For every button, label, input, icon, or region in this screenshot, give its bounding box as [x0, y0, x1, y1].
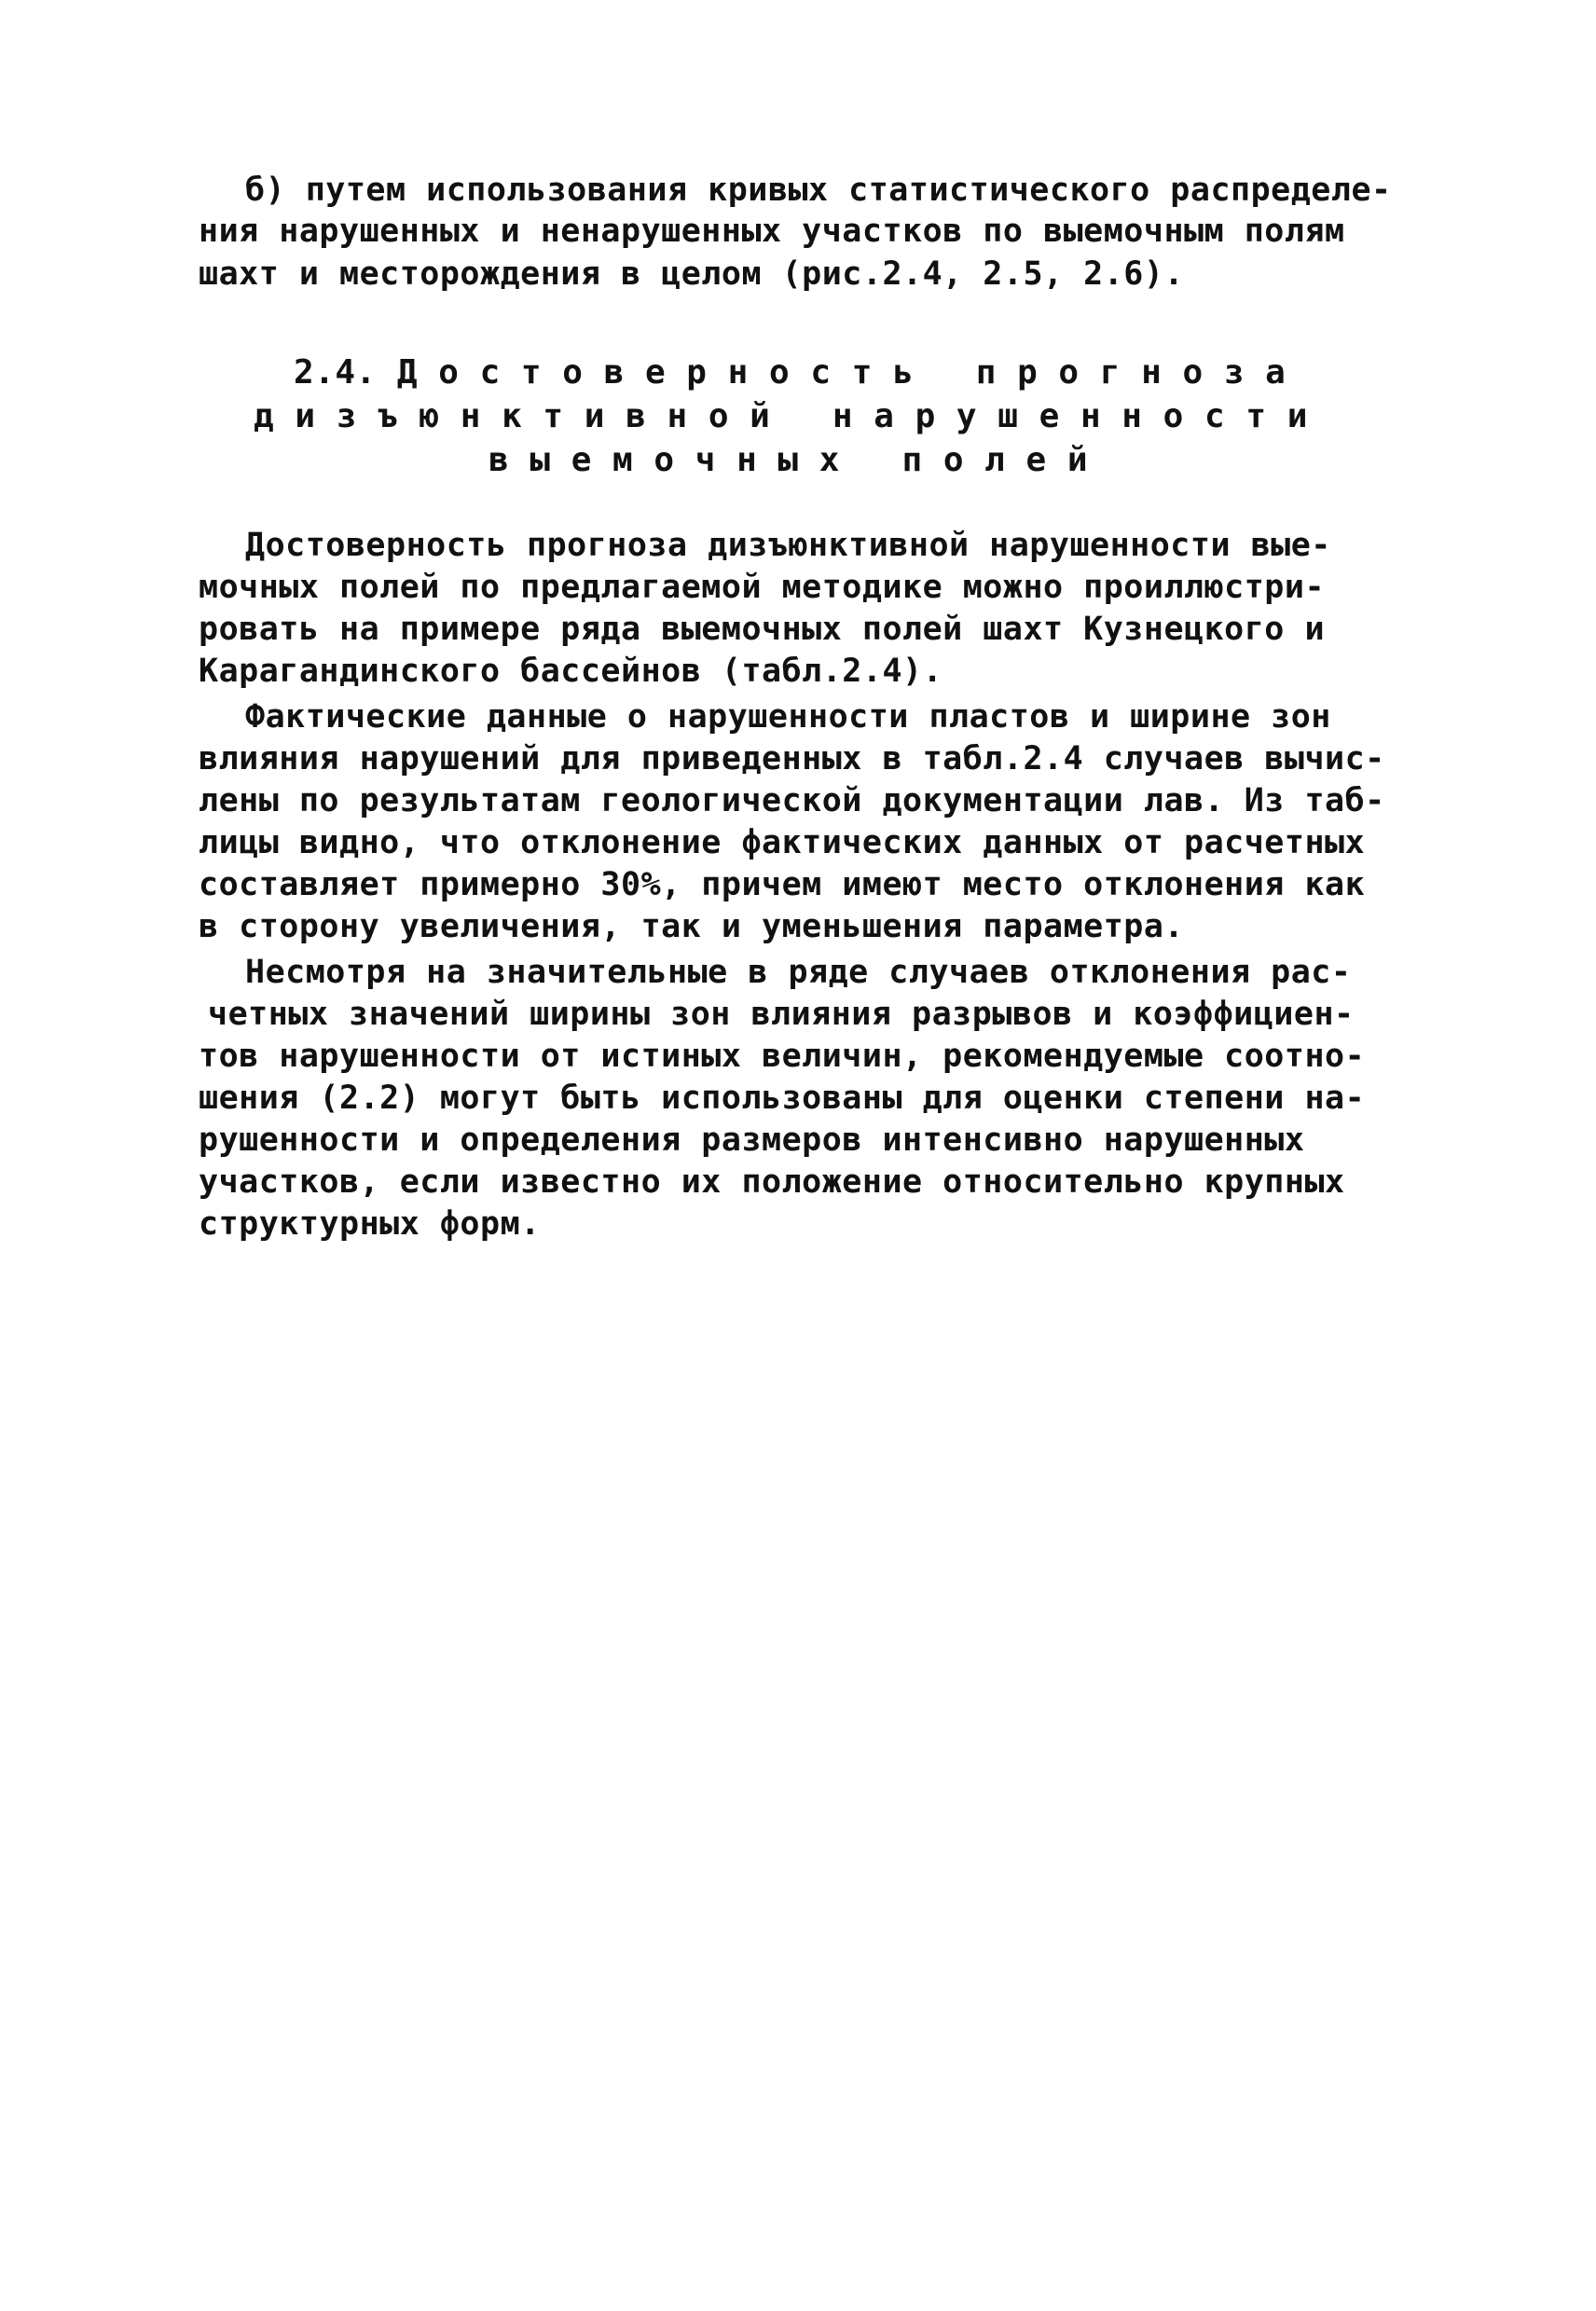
text-line: лены по результатам геологической документации лав. Из таб- — [199, 782, 1385, 819]
text-line: шахт и месторождения в целом (рис.2.4, 2.5, 2.6). — [199, 255, 1185, 293]
section-heading-line: д и з ъ ю н к т и в н о й н а р у ш е н н о с т и — [254, 397, 1308, 435]
text-line: ровать на примере ряда выемочных полей шахт Кузнецкого и — [199, 611, 1326, 648]
text-line: структурных форм. — [199, 1205, 541, 1243]
text-line: ния нарушенных и ненарушенных участков по выемочным полям — [199, 213, 1345, 250]
section-heading-line: в ы е м о ч н ы х п о л е й — [488, 441, 1089, 479]
text-line: рушенности и определения размеров интенсивно нарушенных — [199, 1121, 1305, 1159]
section-heading-line: 2.4. Д о с т о в е р н о с т ь п р о г н о з а — [294, 353, 1286, 392]
text-line: лицы видно, что отклонение фактических данных от расчетных — [199, 824, 1366, 861]
text-line: Достоверность прогноза дизъюнктивной нарушенности вые- — [245, 527, 1331, 564]
text-line: влияния нарушений для приведенных в табл.2.4 случаев вычис- — [199, 740, 1385, 777]
text-line: Несмотря на значительные в ряде случаев отклонения рас- — [245, 954, 1352, 991]
text-line: тов нарушенности от истиных величин, рекомендуемые соотно- — [199, 1038, 1366, 1075]
text-line: составляет примерно 30%, причем имеют место отклонения как — [199, 866, 1366, 903]
text-line: Карагандинского бассейнов (табл.2.4). — [199, 653, 943, 690]
text-line: в сторону увеличения, так и уменьшения параметра. — [199, 908, 1185, 945]
text-line: мочных полей по предлагаемой методике можно проиллюстри- — [199, 569, 1326, 606]
text-line: шения (2.2) могут быть использованы для оценки степени на- — [199, 1080, 1366, 1117]
text-line: участков, если известно их положение относительно крупных — [199, 1163, 1345, 1201]
text-line: четных значений ширины зон влияния разрывов и коэффициен- — [208, 996, 1355, 1033]
text-line: б) путем использования кривых статистического распределе- — [245, 172, 1392, 209]
text-line: Фактические данные о нарушенности пластов и ширине зон — [245, 698, 1331, 736]
